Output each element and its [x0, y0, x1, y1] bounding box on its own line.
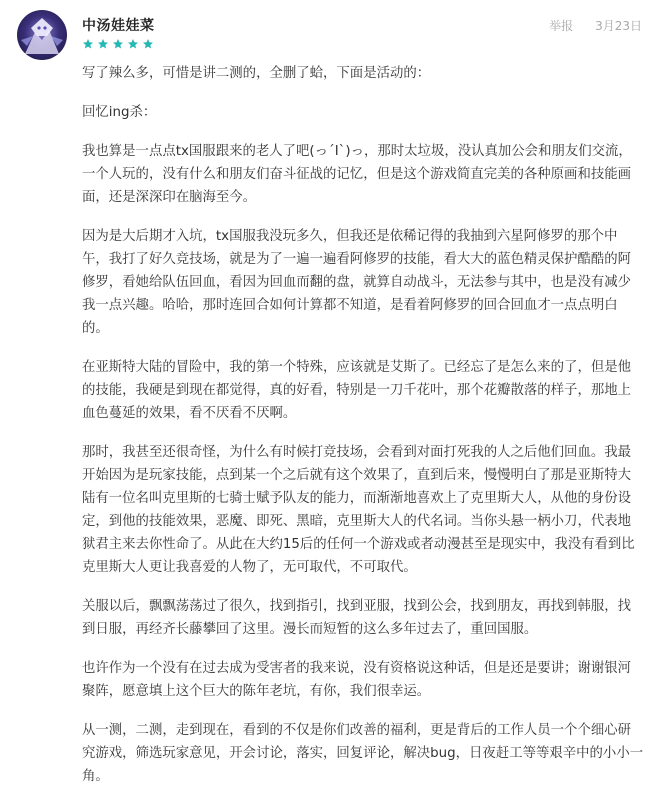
review-date: 3月23日 — [595, 19, 642, 33]
review-paragraph: 那时，我甚至还很奇怪，为什么有时候打竞技场，会看到对面打死我的人之后他们回血。我最开始因为是玩家技能，点到某一个之后就有这个效果了，直到后来，慢慢明白了那是亚斯特大陆有一位名叫克里斯的七骑士赋予队友的能力，而渐渐地喜欢上了克里斯大人，从他的身份设定，到他的技能效果，恶魔、即死、黑暗，克里斯大人的代名词。当你头悬一柄小刀，代表地狱君主来去你性命了。从此在大约15后的任何一个游戏或者动漫甚至是现实中，我没有看到比克里斯大人更让我喜爱的人物了，无可取代，不可取代。 — [82, 445, 635, 575]
review-paragraph: 回忆ing杀： — [82, 105, 157, 120]
review-paragraph: 因为是大后期才入坑，tx国服我没玩多久，但我还是依稀记得的我抽到六星阿修罗的那个中午，我打了好久竞技场，就是为了一遍一遍看阿修罗的技能，看大大的蓝色精灵保护酷酷的阿修罗，看她给队伍回血，看因为回血而翻的盘，就算自动战斗，无法参与其中，也是没有减少我一点兴趣。哈哈，那时连回合如何计算都不知道，是看着阿修罗的回合回血才一点点明白的。 — [82, 229, 632, 336]
review-paragraph: 在亚斯特大陆的冒险中，我的第一个特殊，应该就是艾斯了。已经忘了是怎么来的了，但是他的技能，我硬是到现在都觉得，真的好看，特别是一刀千花叶，那个花瓣散落的样子，那地上血色蔓延的效果，看不厌看不厌啊。 — [82, 360, 632, 421]
review-paragraph: 也许作为一个没有在过去成为受害者的我来说，没有资格说这种话，但是还是要讲；谢谢银河聚阵，愿意填上这个巨大的陈年老坑，有你，我们很幸运。 — [82, 661, 632, 699]
username[interactable]: 中汤娃娃菜 — [82, 18, 155, 34]
review-paragraph: 关服以后，飘飘荡荡过了很久，找到指引，找到亚服，找到公会，找到朋友，再找到韩服，找到日服，再经齐长藤攀回了这里。漫长而短暂的这么多年过去了，重回国服。 — [82, 599, 632, 637]
review-paragraph: 我也算是一点点tx国服跟来的老人了吧(っ´Ι`)っ，那时太垃圾，没认真加公会和朋友们交流，一个人玩的，没有什么和朋友们奋斗征战的记忆，但是这个游戏简直完美的各种原画和技能画面，还是深深印在脑海至今。 — [82, 144, 632, 205]
rating-stars — [82, 38, 154, 50]
review-paragraph: 写了辣么多，可惜是讲二测的，全删了蛤，下面是活动的： — [82, 66, 431, 81]
review-content — [82, 62, 644, 804]
user-avatar[interactable] — [17, 10, 67, 60]
report-link[interactable]: 举报 — [549, 19, 574, 33]
avatar-character-image — [17, 10, 67, 60]
review-paragraph: 从一测，二测，走到现在，看到的不仅是你们改善的福利，更是背后的工作人员一个个细心研究游戏，筛选玩家意见，开会讨论，落实，回复评论，解决bug，日夜赶工等等艰辛中的小小一角。 — [82, 723, 644, 784]
star-icon — [127, 38, 139, 50]
star-icon — [142, 38, 154, 50]
star-icon — [112, 38, 124, 50]
review-meta — [549, 17, 642, 34]
star-icon — [82, 38, 94, 50]
star-icon — [97, 38, 109, 50]
